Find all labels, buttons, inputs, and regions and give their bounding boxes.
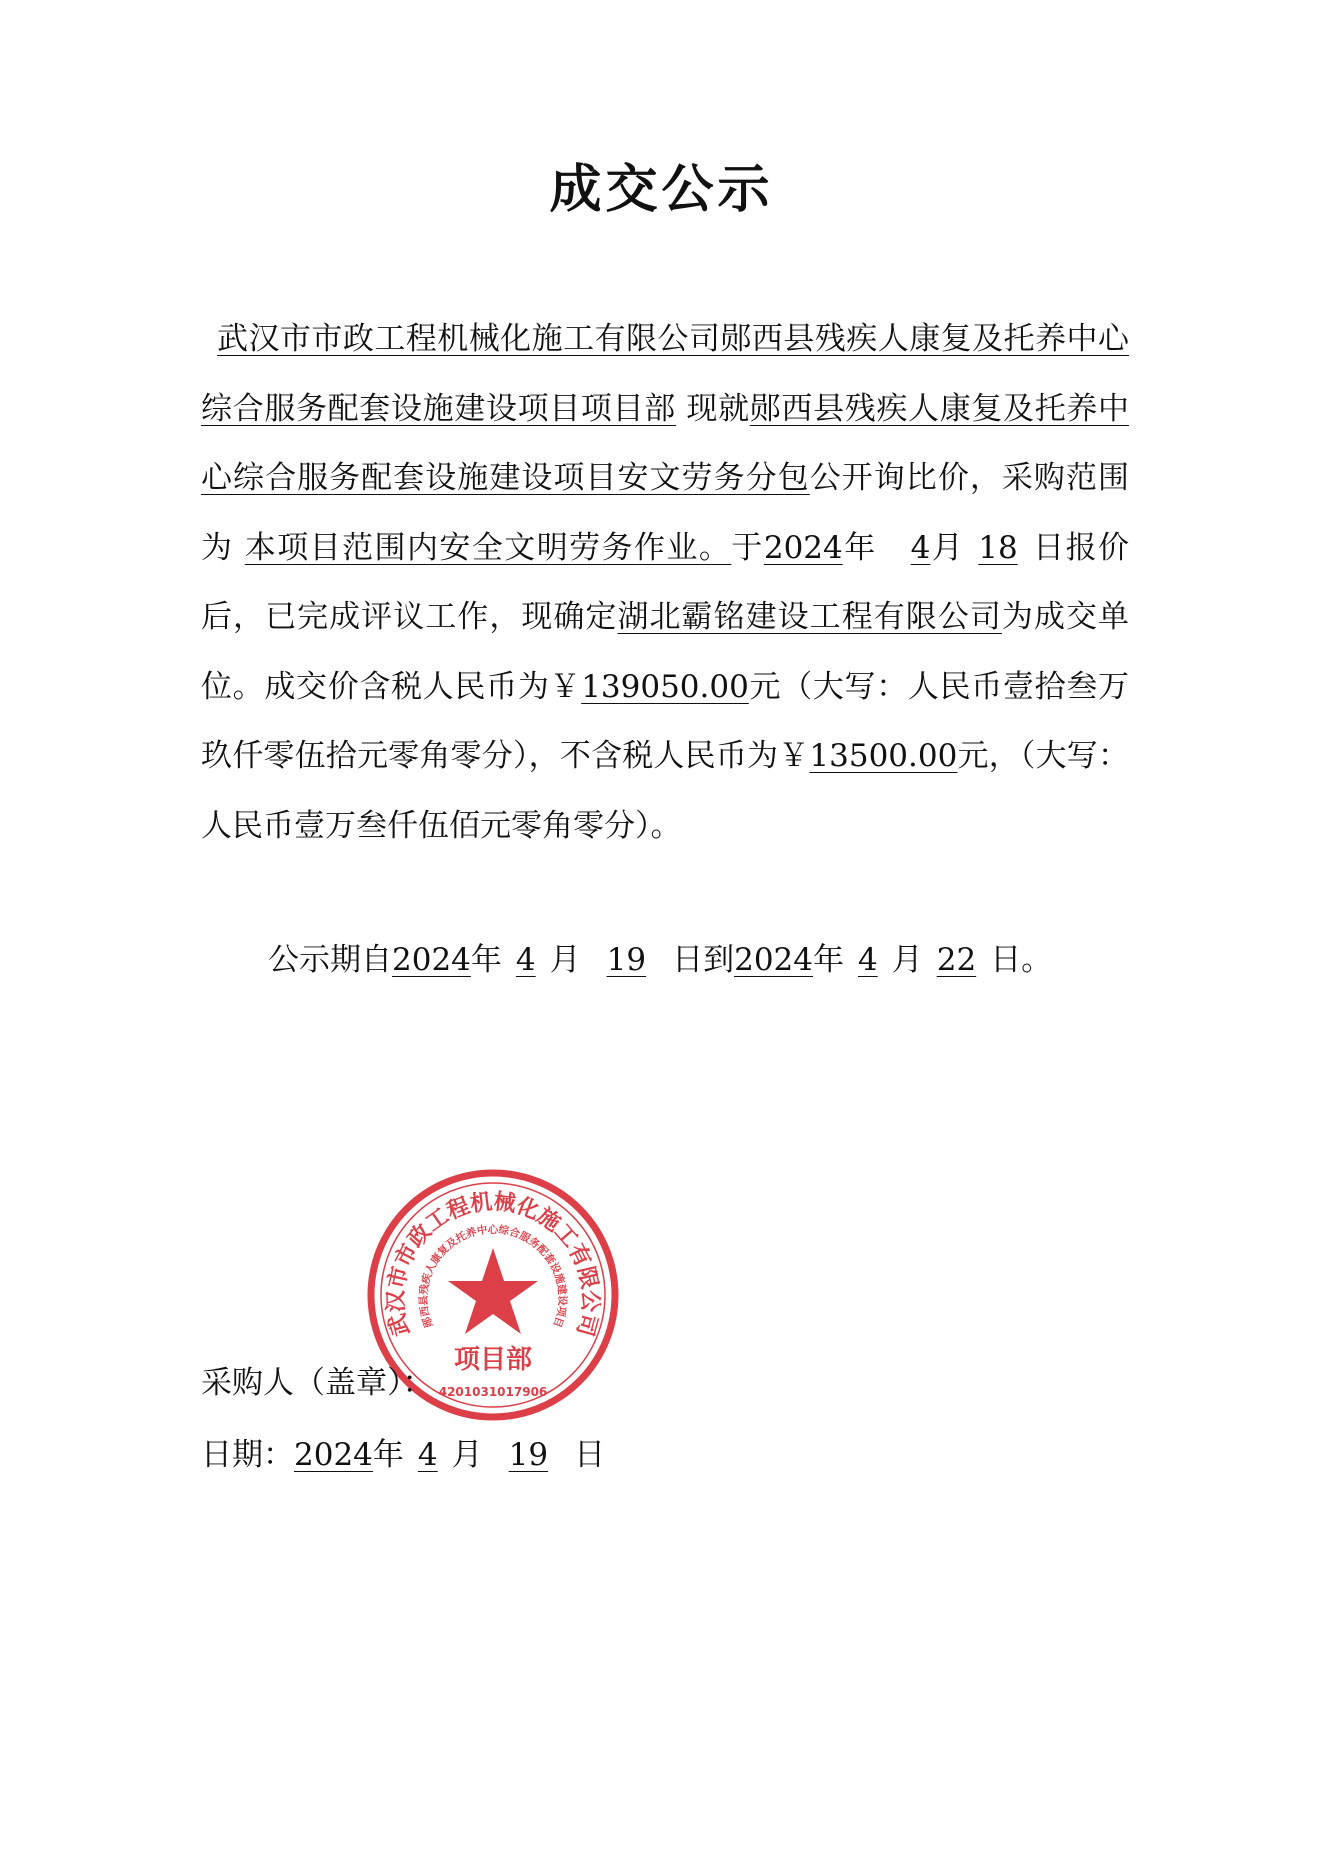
body-text-1: 现就 <box>675 390 750 427</box>
signature-date-line <box>201 1425 605 1485</box>
period-start-month: 4 <box>515 942 536 978</box>
price-without-tax: 13500.00 <box>809 738 958 774</box>
project-name: 郧西县残疾人康复及托养中心综合服务配套设施建设项目安文劳务分包 <box>201 390 1130 496</box>
star-icon <box>448 1248 538 1334</box>
quote-year: 2024 <box>763 529 843 566</box>
body-text-6: 元（大写：人民币壹拾叁万玖仟零伍拾元零角零分），不含税人民币为￥ <box>201 668 1130 774</box>
publicity-period <box>268 930 1052 990</box>
buyer-label: 采购人（盖章）： <box>201 1365 434 1401</box>
body-text-5: 为成交单位。成交价含税人民币为￥ <box>201 599 1130 705</box>
date-month-label: 月 <box>451 1437 483 1473</box>
date-day-label: 日 <box>574 1437 606 1473</box>
period-to-label: 日到 <box>672 942 735 978</box>
body-text-4: 日报价后，已完成评议工作，现确定 <box>201 529 1130 635</box>
period-start-year: 2024 <box>392 942 471 978</box>
body-text-2: 公开询比价，采购范围为 <box>201 460 1130 566</box>
date-year-label: 年 <box>372 1437 404 1473</box>
period-month-label: 月 <box>549 942 581 978</box>
period-end-month: 4 <box>858 942 878 978</box>
month-label: 月 <box>930 529 965 566</box>
body-text-7: 元，（大写：人民币壹万叁仟伍佰元零角零分）。 <box>201 738 1129 844</box>
period-end-year-label: 年 <box>813 942 844 978</box>
quote-day: 18 <box>978 529 1018 566</box>
period-end-month-label: 月 <box>891 942 923 978</box>
period-end-label: 日。 <box>990 942 1053 978</box>
period-end-day: 22 <box>936 942 977 978</box>
body-text-3: 于 <box>731 529 764 566</box>
notice-body <box>201 305 1129 861</box>
date-label: 日期： <box>201 1437 294 1473</box>
price-with-tax: 139050.00 <box>581 668 749 705</box>
procurement-scope: 本项目范围内安全文明劳务作业。 <box>244 529 732 566</box>
quote-month: 4 <box>910 529 931 566</box>
period-end-year: 2024 <box>734 942 813 978</box>
date-day: 19 <box>508 1437 549 1473</box>
buyer-signature-line <box>201 1353 434 1413</box>
seal-center-text: 项目部 <box>453 1345 533 1375</box>
seal-code: 4201031017906 <box>438 1385 548 1399</box>
period-label: 公示期自 <box>268 942 392 978</box>
purchaser-name: 武汉市市政工程机械化施工有限公司郧西县残疾人康复及托养中心综合服务配套设施建设项目项目部 <box>201 321 1129 427</box>
winning-company: 湖北霸铭建设工程有限公司 <box>617 599 1002 635</box>
year-label: 年 <box>842 529 877 566</box>
seal-inner-text: 郧西县残疾人康复及托养中心综合服务配套设施建设项目 <box>417 1223 569 1329</box>
seal-outer-text: 武汉市市政工程机械化施工有限公司 <box>383 1189 603 1339</box>
period-start-day: 19 <box>606 942 647 978</box>
page-title: 成交公示 <box>549 160 774 220</box>
period-year-label: 年 <box>470 942 502 978</box>
date-year: 2024 <box>294 1437 373 1473</box>
date-month: 4 <box>417 1437 438 1473</box>
